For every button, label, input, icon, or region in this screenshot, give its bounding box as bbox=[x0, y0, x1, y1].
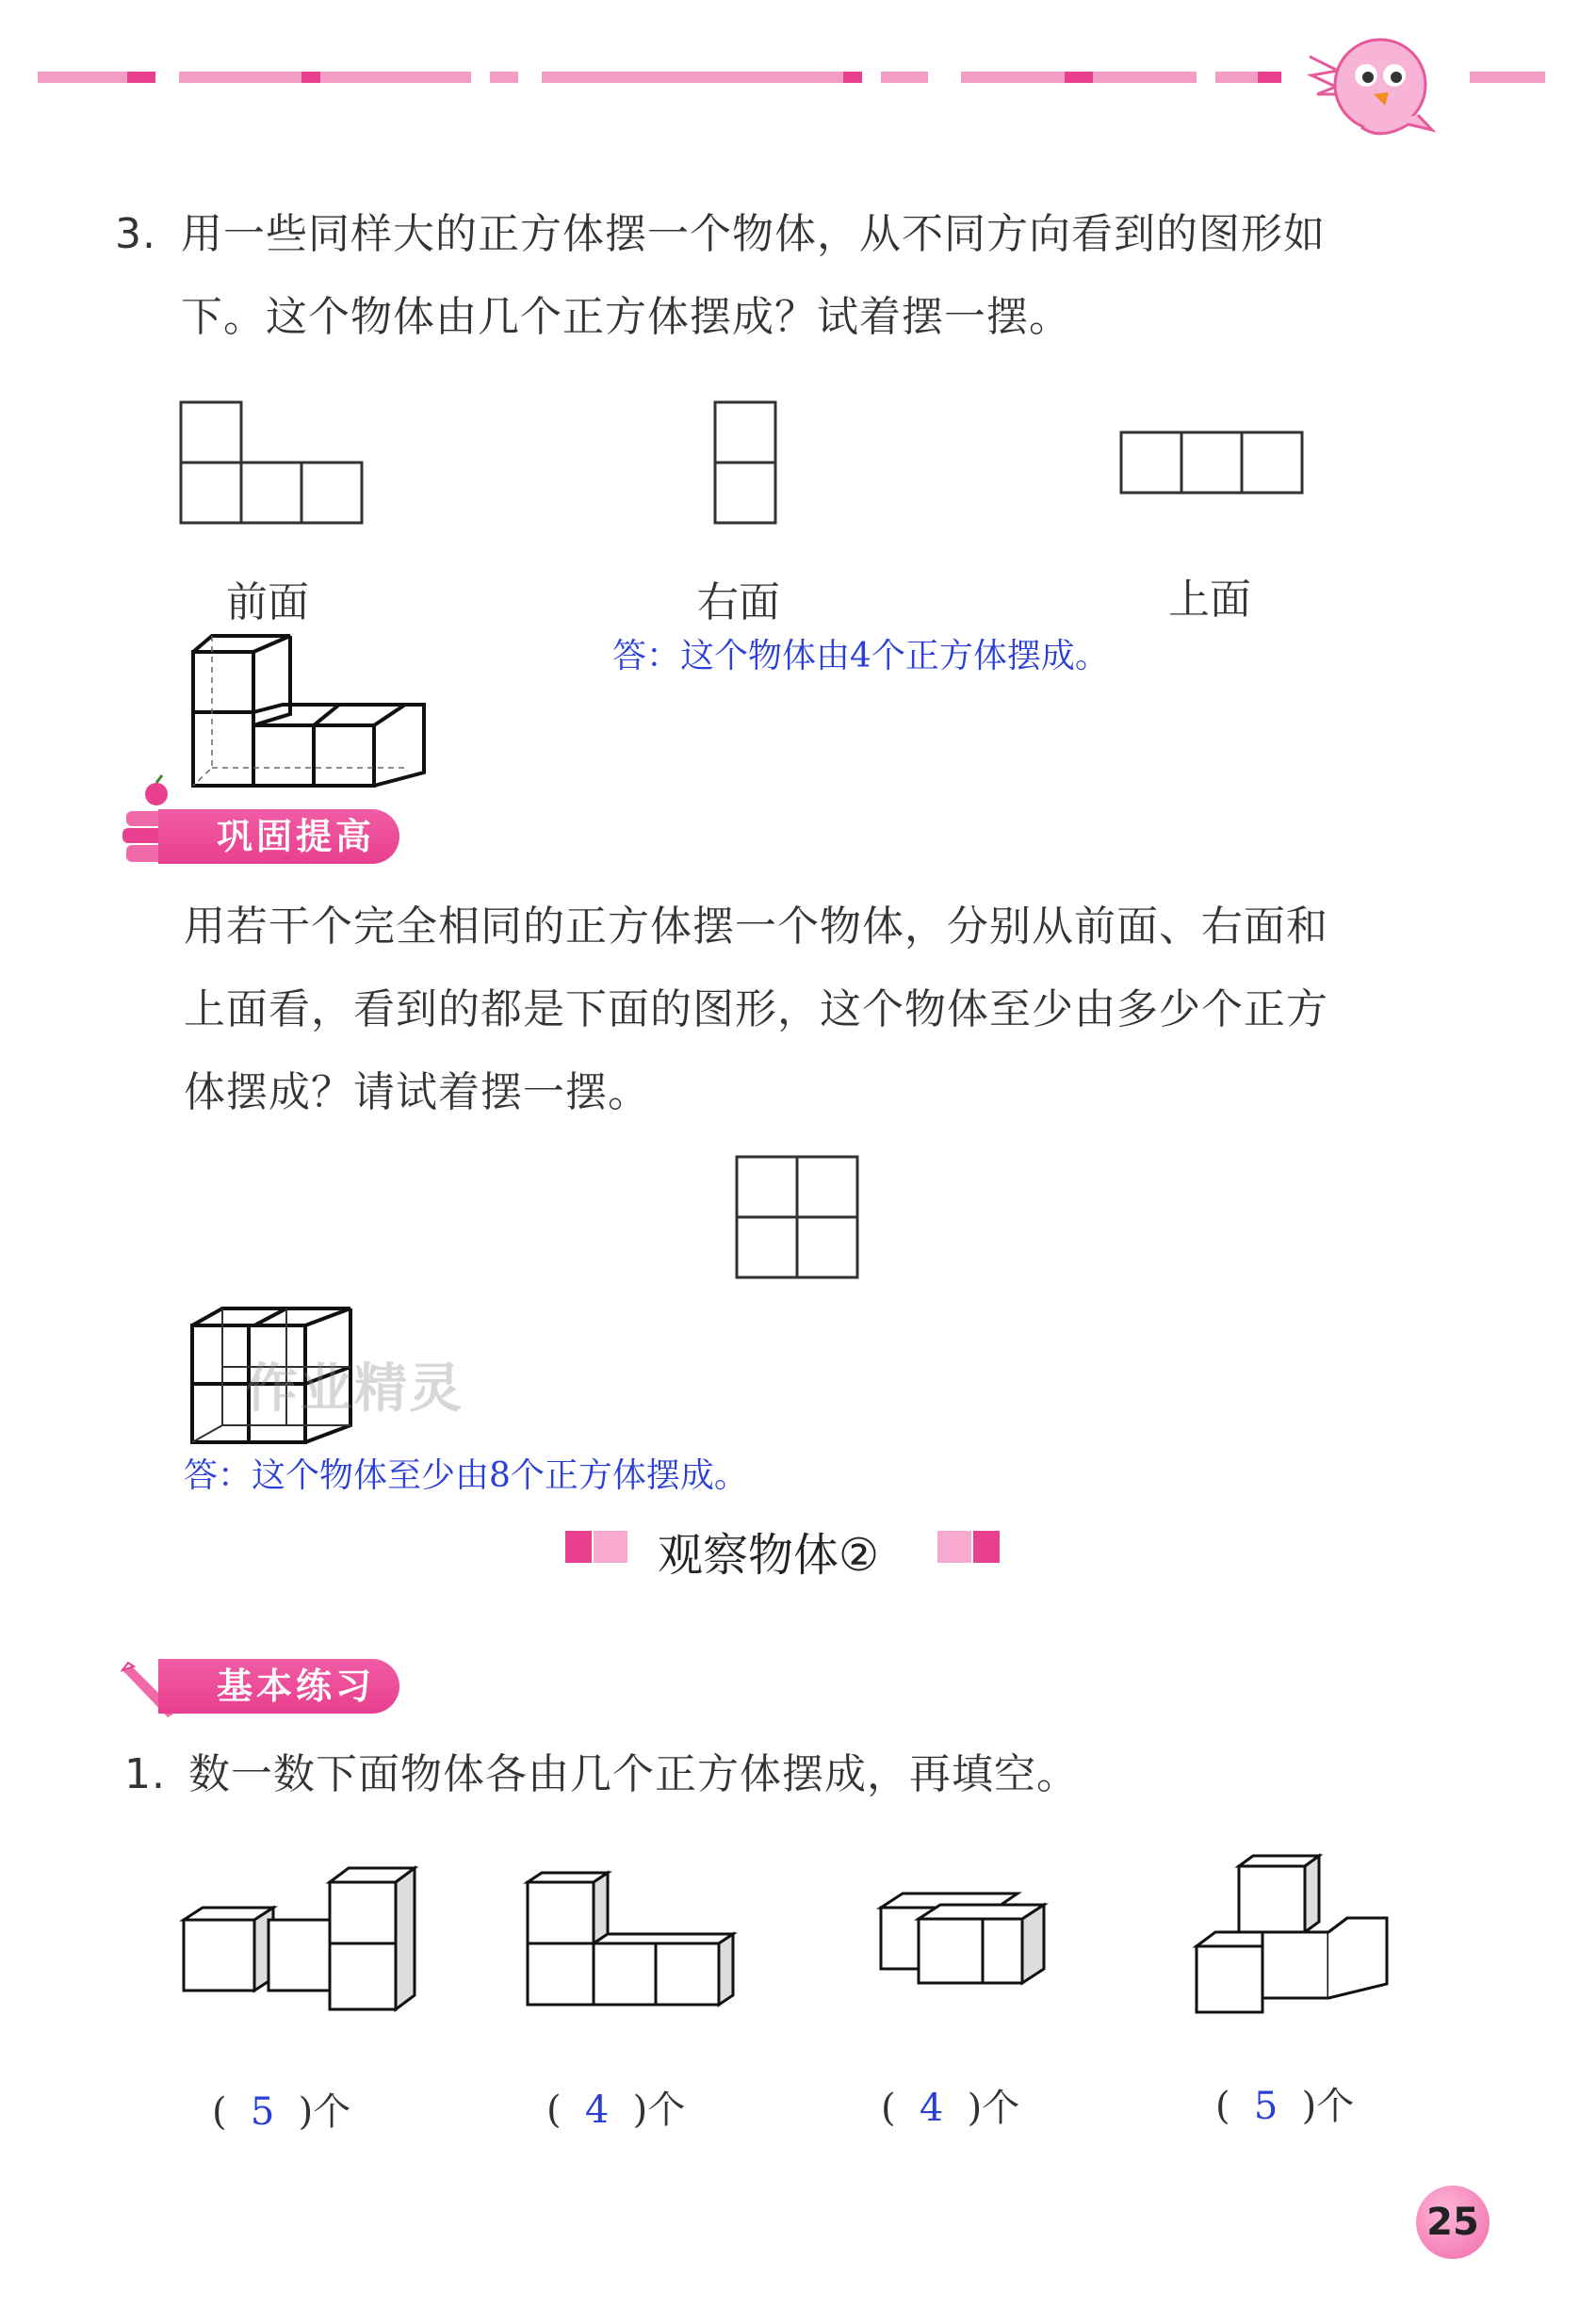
consolidate-text-line2: 上面看，看到的都是下面的图形，这个物体至少由多少个正方 bbox=[184, 985, 1328, 1033]
fill-blank-4 bbox=[1215, 2076, 1354, 2130]
blank-answer-4: 5 bbox=[1253, 2085, 1278, 2128]
blank-answer-1: 5 bbox=[250, 2090, 275, 2134]
answer-consolidate: 答：这个物体至少由8个正方体摆成。 bbox=[184, 1456, 748, 1495]
close-paren-unit: )个 bbox=[632, 2088, 686, 2132]
consolidate-text-line1: 用若干个完全相同的正方体摆一个物体，分别从前面、右面和 bbox=[184, 902, 1328, 951]
fill-blank-2 bbox=[546, 2080, 685, 2134]
close-paren-unit: )个 bbox=[967, 2087, 1020, 2130]
answer-cube-figure bbox=[188, 631, 433, 791]
consolidate-section-tag bbox=[121, 805, 441, 868]
consolidate-tag-label: 巩固提高 bbox=[158, 809, 399, 864]
front-view-figure bbox=[179, 400, 367, 532]
section-heading: 观察物体② bbox=[658, 1529, 880, 1582]
square-2x2-figure bbox=[735, 1155, 862, 1282]
answer-q3: 答：这个物体由4个正方体摆成。 bbox=[612, 637, 1109, 675]
cube-figure-3 bbox=[876, 1889, 1055, 1992]
cube-figure-4 bbox=[1197, 1852, 1394, 2017]
open-paren: ( bbox=[212, 2090, 227, 2134]
consolidate-text-line3: 体摆成？请试着摆一摆。 bbox=[184, 1068, 650, 1116]
front-view-label: 前面 bbox=[226, 578, 309, 626]
watermark: 作业精灵 bbox=[245, 1358, 464, 1420]
blank-answer-3: 4 bbox=[919, 2087, 944, 2130]
question-text-line1: 用一些同样大的正方体摆一个物体，从不同方向看到的图形如 bbox=[181, 210, 1326, 258]
cube-figure-2 bbox=[528, 1868, 744, 2009]
top-view-label: 上面 bbox=[1168, 576, 1251, 624]
question-text-line2: 下。这个物体由几个正方体摆成？试着摆一摆。 bbox=[181, 293, 1071, 341]
basic-tag-label: 基本练习 bbox=[158, 1659, 399, 1714]
question-number: 3. bbox=[115, 210, 156, 258]
fill-blank-1 bbox=[212, 2082, 350, 2136]
basic-q1-text: 数一数下面物体各由几个正方体摆成，再填空。 bbox=[188, 1750, 1079, 1798]
bird-mascot-icon bbox=[1291, 19, 1460, 151]
fill-blank-3 bbox=[881, 2078, 1019, 2132]
right-view-figure bbox=[713, 400, 779, 532]
heading-right-deco bbox=[937, 1531, 1003, 1563]
basic-q1-number: 1. bbox=[124, 1750, 166, 1798]
open-paren: ( bbox=[546, 2088, 562, 2132]
basic-section-tag bbox=[121, 1655, 432, 1717]
top-view-figure bbox=[1119, 431, 1308, 496]
open-paren: ( bbox=[1215, 2085, 1230, 2128]
heading-left-deco bbox=[565, 1531, 631, 1563]
close-paren-unit: )个 bbox=[298, 2090, 351, 2134]
cube-figure-1 bbox=[184, 1863, 429, 2014]
blank-answer-2: 4 bbox=[584, 2088, 610, 2132]
close-paren-unit: )个 bbox=[1301, 2085, 1355, 2128]
page-number: 25 bbox=[1416, 2186, 1490, 2259]
open-paren: ( bbox=[881, 2087, 896, 2130]
right-view-label: 右面 bbox=[697, 578, 780, 626]
